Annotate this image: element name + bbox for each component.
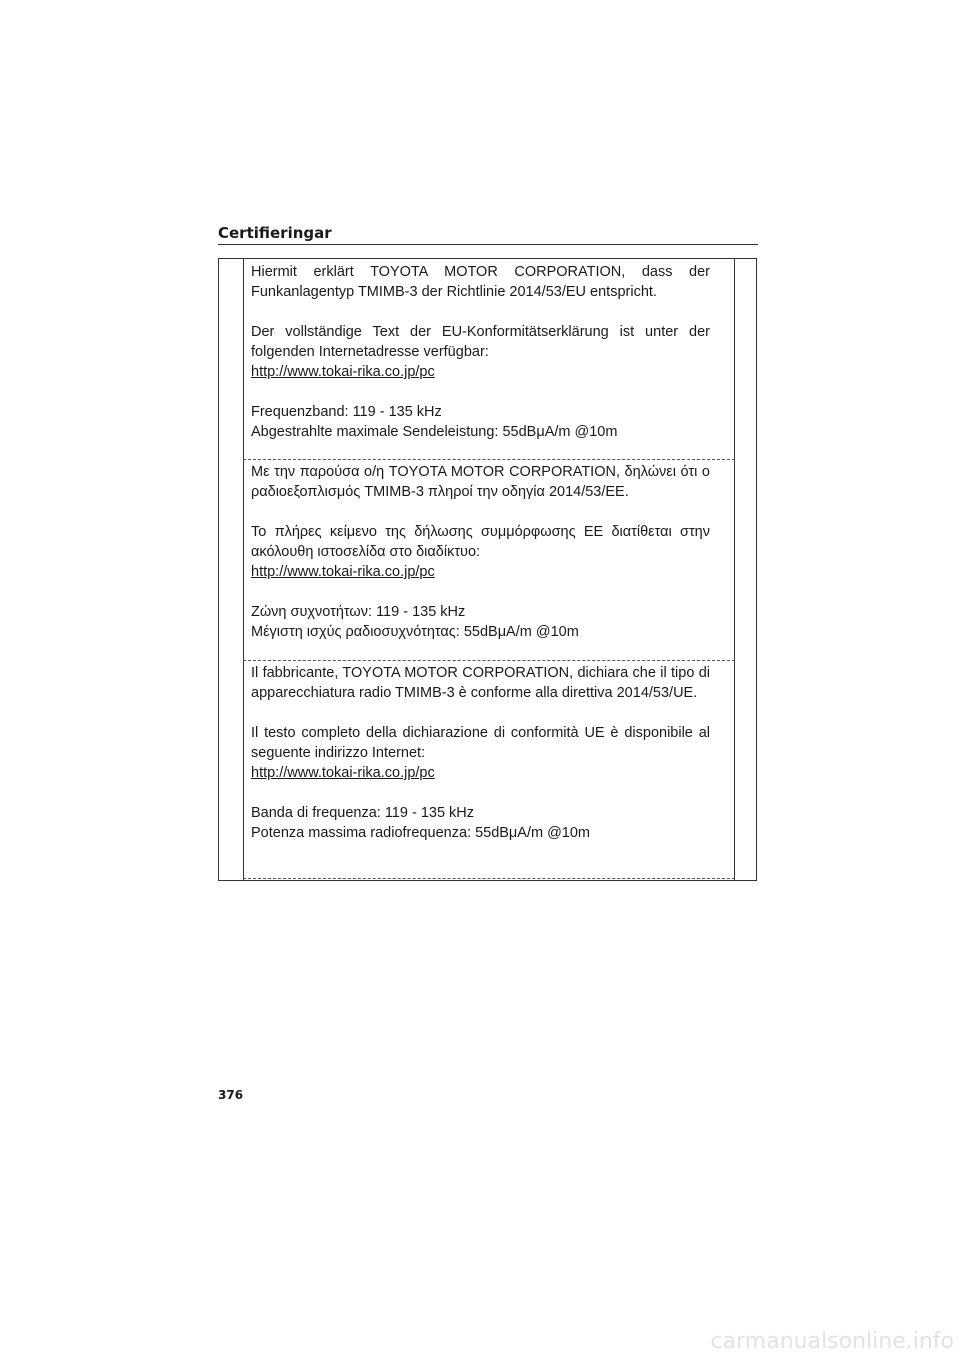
section-divider <box>243 660 735 661</box>
section-divider <box>243 459 735 460</box>
page-section-title: Certifieringar <box>218 224 332 242</box>
greek-max-power: Μέγιστη ισχύς ραδιοσυχνότητας: 55dBμA/m @10m <box>251 624 579 640</box>
header-rule <box>218 244 758 245</box>
italian-url-link[interactable]: http://www.tokai-rika.co.jp/pc <box>251 765 435 781</box>
italian-fulltext-paragraph <box>251 723 710 783</box>
greek-declaration-text: Με την παρούσα ο/η TOYOTA MOTOR CORPORATION, δηλώνει ότι ο ραδιοεξοπλισμός TMIMB-3 πληροί την οδηγία 2014/53/ΕΕ. <box>251 464 710 500</box>
german-url-link[interactable]: http://www.tokai-rika.co.jp/pc <box>251 364 435 380</box>
italian-frequency-band: Banda di frequenza: 119 - 135 kHz <box>251 805 475 821</box>
greek-frequency-band: Ζώνη συχνοτήτων: 119 - 135 kHz <box>251 604 466 620</box>
german-fulltext-text: Der vollständige Text der EU-Konformitätserklärung ist unter der folgenden Internetadresse verfügbar: <box>251 324 710 360</box>
german-fulltext-paragraph <box>251 322 710 382</box>
german-max-power: Abgestrahlte maximale Sendeleistung: 55dBμA/m @10m <box>251 424 618 440</box>
italian-declaration-text: Il fabbricante, TOYOTA MOTOR CORPORATION, dichiara che il tipo di apparecchiatura radio TMIMB-3 è conforme alla direttiva 2014/53/UE. <box>251 665 710 701</box>
german-frequency-band: Frequenzband: 119 - 135 kHz <box>251 404 442 420</box>
greek-specs-paragraph <box>251 602 710 642</box>
greek-fulltext-text: Το πλήρες κείμενο της δήλωσης συμμόρφωσης ΕΕ διατίθεται στην ακόλουθη ιστοσελίδα στο διαδίκτυο: <box>251 524 710 560</box>
german-declaration-text: Hiermit erklärt TOYOTA MOTOR CORPORATION, dass der Funkanlagentyp TMIMB-3 der Richtlinie 2014/53/EU entspricht. <box>251 264 710 300</box>
german-specs-paragraph <box>251 402 710 442</box>
page-number: 376 <box>218 1088 244 1102</box>
italian-max-power: Potenza massima radiofrequenza: 55dBμA/m @10m <box>251 825 591 841</box>
german-declaration-section <box>243 262 735 442</box>
italian-fulltext-text: Il testo completo della dichiarazione di conformità UE è disponibile al seguente indirizzo Internet: <box>251 725 710 761</box>
greek-url-link[interactable]: http://www.tokai-rika.co.jp/pc <box>251 564 435 580</box>
section-divider <box>243 878 735 879</box>
greek-fulltext-paragraph <box>251 522 710 582</box>
greek-declaration-section <box>243 462 735 642</box>
site-watermark: carmanualsonline.info <box>710 1329 954 1354</box>
italian-specs-paragraph <box>251 803 710 843</box>
italian-declaration-section <box>243 663 735 843</box>
